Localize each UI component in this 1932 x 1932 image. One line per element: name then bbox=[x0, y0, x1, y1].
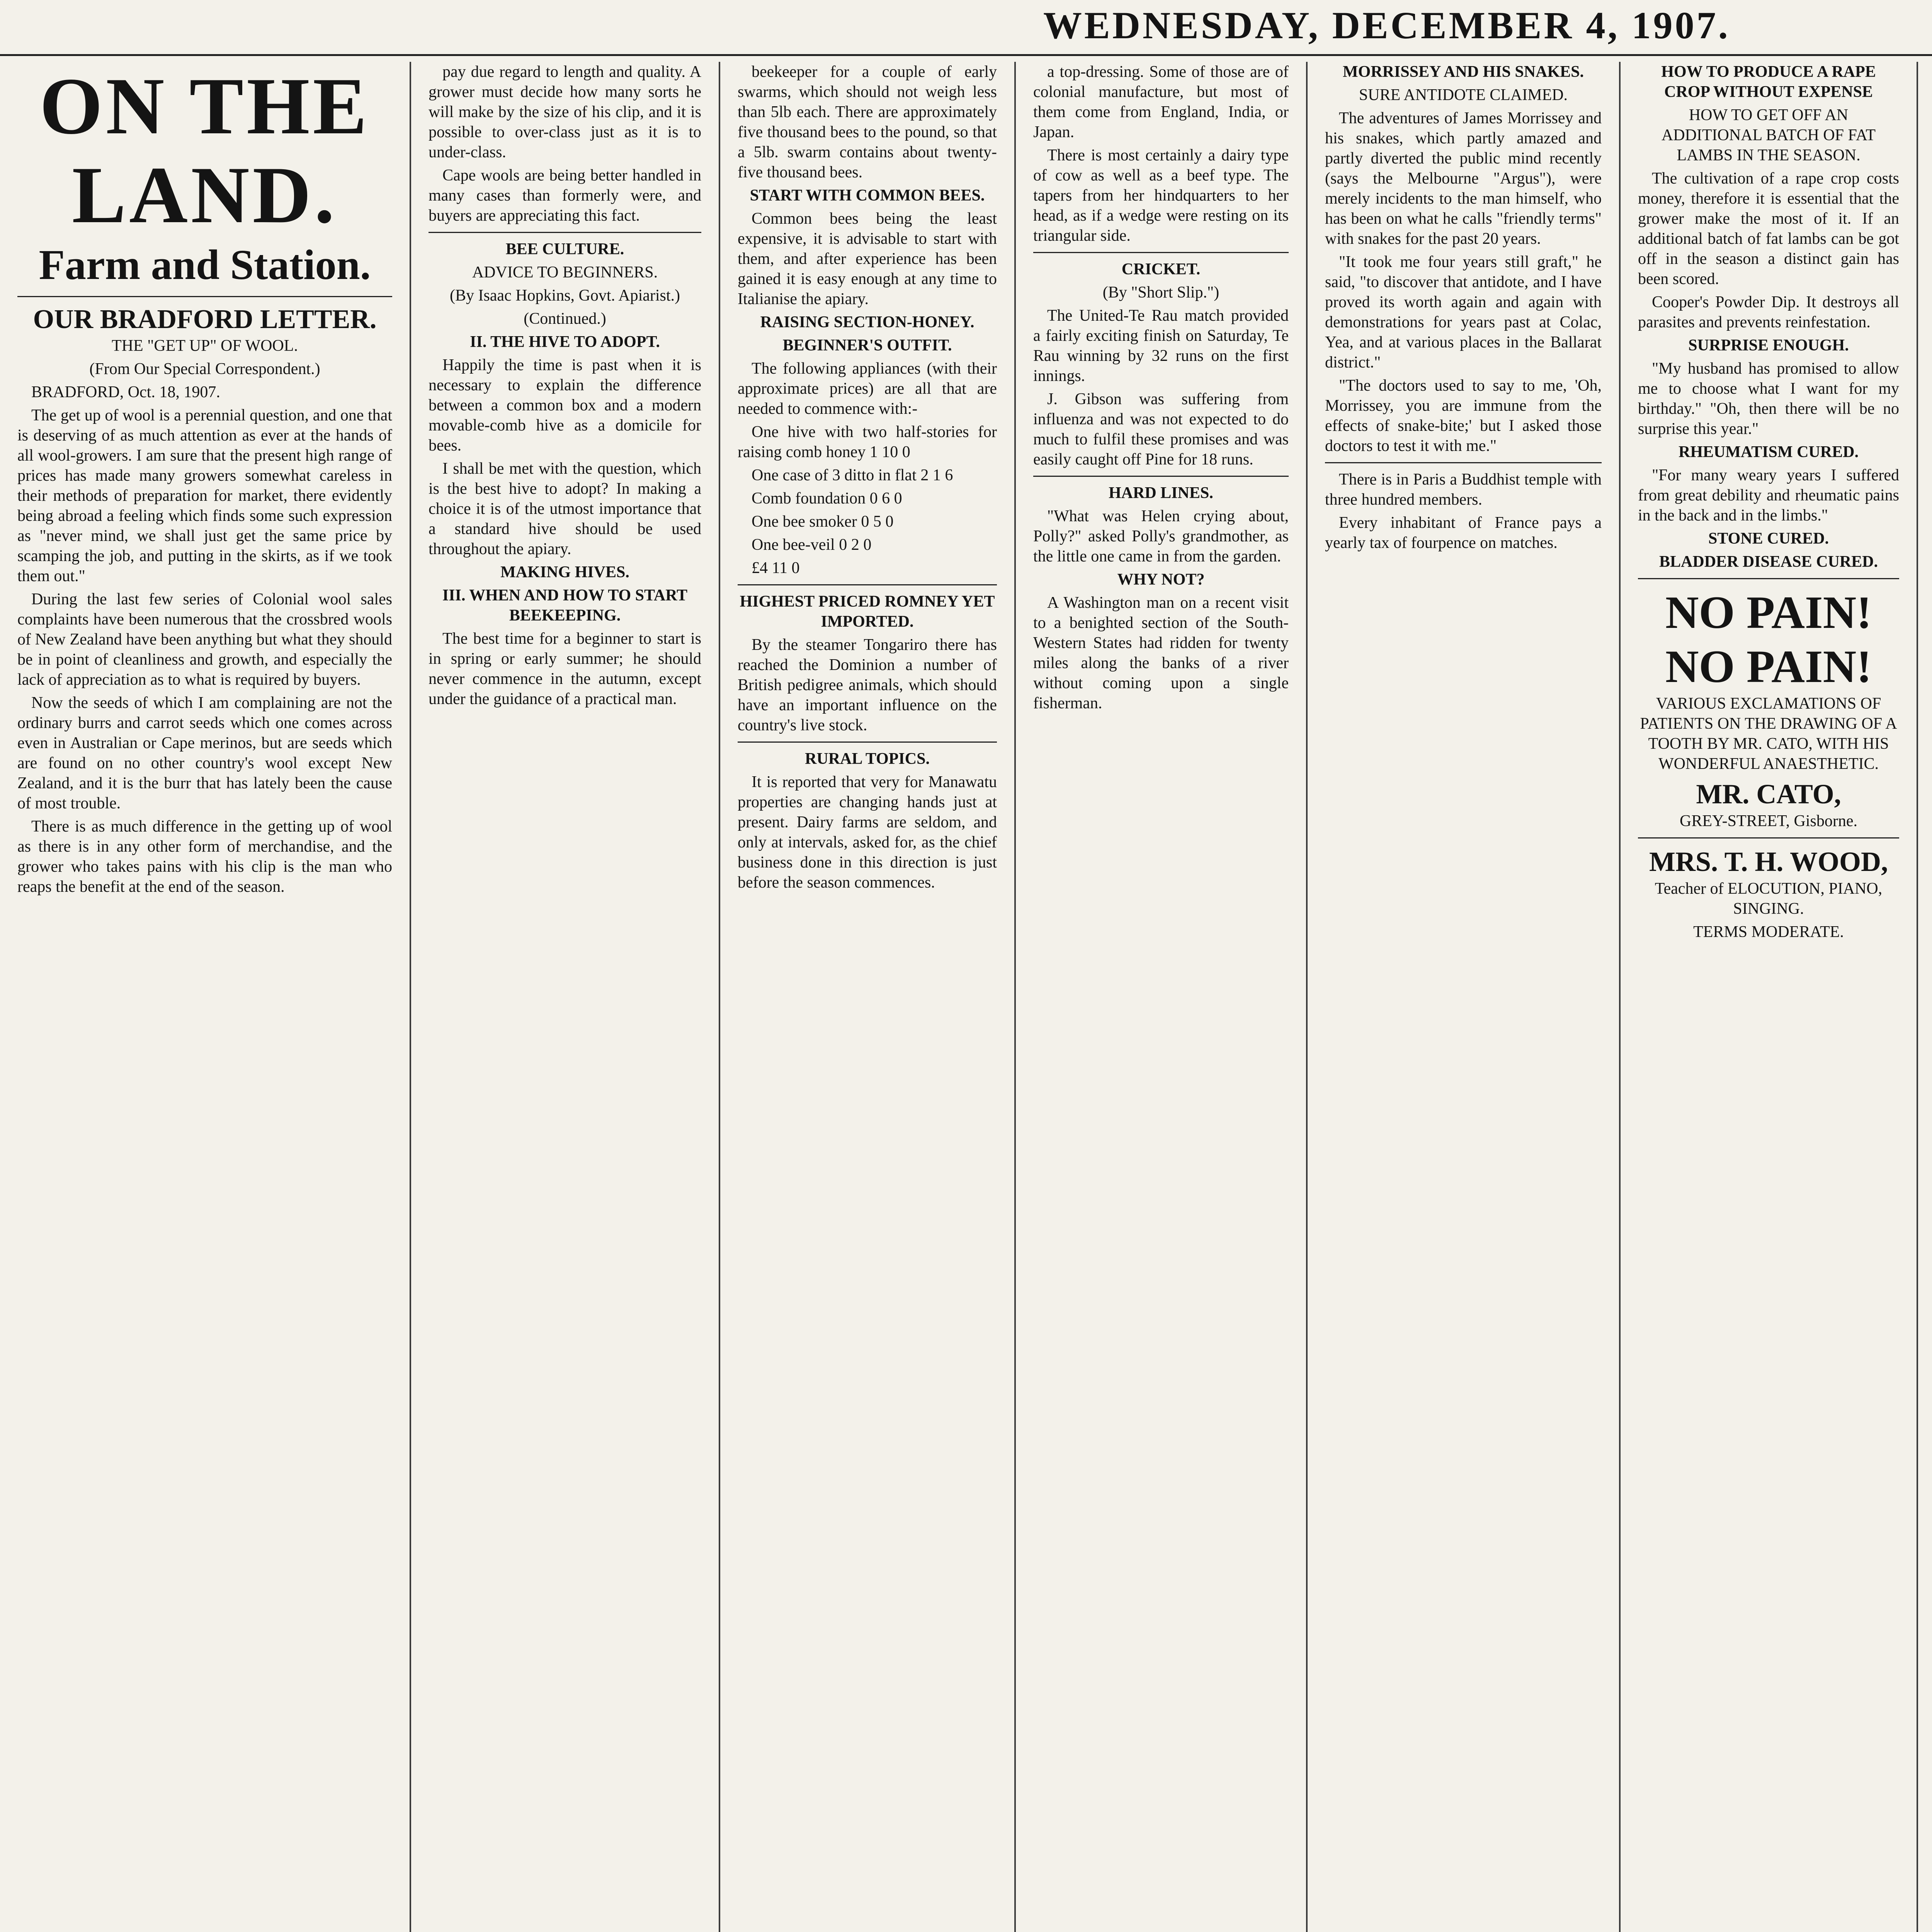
list-item: One hive with two half-stories for raising comb honey 1 10 0 bbox=[738, 423, 997, 461]
divider bbox=[1638, 837, 1899, 838]
article-heading: STONE CURED. bbox=[1708, 530, 1829, 548]
paragraph: There is in Paris a Buddhist temple with three hundred members. bbox=[1325, 471, 1602, 509]
paragraph: Every inhabitant of France pays a yearly tax of fourpence on matches. bbox=[1325, 514, 1602, 552]
section-heading: BEGINNER'S OUTFIT. bbox=[782, 337, 952, 354]
paragraph: J. Gibson was suffering from influenza and was not expected to do much to fulfil these promises and was easily caught off Pine for 18 runs. bbox=[1033, 390, 1289, 468]
section-heading: III. WHEN AND HOW TO START BEEKEEPING. bbox=[442, 587, 688, 624]
paragraph: beekeeper for a couple of early swarms, which should not weigh less than 5lb each. There are approximately five thousand bees to the pound, so that a 5lb. swarm contains about twenty-five thousand bees. bbox=[738, 63, 997, 181]
paragraph: During the last few series of Colonial wool sales complaints have been numerous that the crossbred wools of New Zealand have been anything but what they should be in point of cleanliness and growth, and especially the lack of appreciation as to what is required by buyers. bbox=[17, 590, 392, 689]
article-subheading: SURE ANTIDOTE CLAIMED. bbox=[1359, 86, 1568, 104]
ad-headline: NO PAIN! NO PAIN! bbox=[1665, 587, 1872, 692]
article-heading: BEE CULTURE. bbox=[505, 240, 624, 258]
article-heading: HOW TO PRODUCE A RAPE CROP WITHOUT EXPENSE bbox=[1661, 63, 1876, 101]
article-heading: HARD LINES. bbox=[1109, 484, 1213, 502]
section-heading: RAISING SECTION-HONEY. bbox=[760, 313, 975, 331]
paragraph: There is as much difference in the getting up of wool as there is in any other form of merchandise, and the grower who takes pains with his clip is the man who reaps the benefit at the end of the season. bbox=[17, 818, 392, 896]
paragraph: "My husband has promised to allow me to choose what I want for my birthday." "Oh, then there will be no surprise this year." bbox=[1638, 360, 1899, 438]
divider bbox=[1638, 578, 1899, 579]
list-item: One bee smoker 0 5 0 bbox=[752, 513, 894, 531]
dateline: BRADFORD, Oct. 18, 1907. bbox=[31, 383, 220, 401]
ad-text: VARIOUS EXCLAMATIONS OF PATIENTS ON THE DRAWING OF A TOOTH BY MR. CATO, WITH HIS WONDERFUL ANAESTHETIC. bbox=[1640, 695, 1897, 773]
section-heading: START WITH COMMON BEES. bbox=[750, 187, 985, 204]
paragraph: I shall be met with the question, which is the best hive to adopt? In making a choice it is of the utmost importance that a standard hive should be used throughout the apiary. bbox=[429, 460, 701, 558]
paragraph: "The doctors used to say to me, 'Oh, Morrissey, you are immune from the effects of snake-bite;' but I asked those doctors to test it with me." bbox=[1325, 377, 1602, 455]
article-heading: WHY NOT? bbox=[1117, 571, 1205, 588]
paragraph: a top-dressing. Some of those are of colonial manufacture, but most of them come from England, India, or Japan. bbox=[1033, 63, 1289, 141]
article-subheading: ADVICE TO BEGINNERS. bbox=[472, 264, 658, 281]
ad-text: TERMS MODERATE. bbox=[1693, 923, 1844, 941]
divider bbox=[1033, 252, 1289, 253]
section-heading: MAKING HIVES. bbox=[500, 563, 629, 581]
divider bbox=[738, 742, 997, 743]
byline: (From Our Special Correspondent.) bbox=[89, 360, 320, 378]
ad-text: Teacher of ELOCUTION, PIANO, SINGING. bbox=[1655, 880, 1883, 918]
ad-name: MRS. T. H. WOOD, bbox=[1649, 846, 1888, 877]
article-heading: RURAL TOPICS. bbox=[805, 750, 930, 768]
divider bbox=[17, 296, 392, 297]
article-heading: BLADDER DISEASE CURED. bbox=[1659, 553, 1878, 571]
column-3 bbox=[720, 62, 1014, 1932]
paragraph: Cape wools are being better handled in many cases than formerly were, and buyers are appreciating this fact. bbox=[429, 167, 701, 224]
paragraph: Happily the time is past when it is necessary to explain the difference between a common box and a modern movable-comb hive as a domicile for bees. bbox=[429, 356, 701, 454]
article-heading: HIGHEST PRICED ROMNEY YET IMPORTED. bbox=[740, 593, 995, 631]
column-6 bbox=[1621, 62, 1917, 1932]
paragraph: Cooper's Powder Dip. It destroys all parasites and prevents reinfestation. bbox=[1638, 293, 1899, 331]
masthead-date: WEDNESDAY, DECEMBER 4, 1907. bbox=[1043, 4, 1730, 47]
paragraph: "For many weary years I suffered from great debility and rheumatic pains in the back and in the limbs." bbox=[1638, 466, 1899, 524]
article-heading: SURPRISE ENOUGH. bbox=[1688, 337, 1849, 354]
article-heading: MORRISSEY AND HIS SNAKES. bbox=[1343, 63, 1584, 81]
paragraph: Common bees being the least expensive, it is advisable to start with them, and after experience has been gained it is easy enough at any time to Italianise the apiary. bbox=[738, 210, 997, 308]
divider bbox=[1325, 462, 1602, 463]
ad-address: GREY-STREET, Gisborne. bbox=[1679, 812, 1857, 830]
paragraph: "It took me four years still graft," he said, "to discover that antidote, and I have proved its worth again and again with demonstrations for years past at Colac, Yea, and at various places in the Ballarat district." bbox=[1325, 253, 1602, 371]
article-heading: OUR BRADFORD LETTER. bbox=[33, 304, 377, 334]
section-title: ON THE LAND. bbox=[39, 62, 370, 240]
byline: (By "Short Slip.") bbox=[1102, 284, 1219, 301]
column-2 bbox=[411, 62, 719, 1932]
section-subtitle: Farm and Station. bbox=[39, 241, 371, 288]
article-subheading: HOW TO GET OFF AN ADDITIONAL BATCH OF FAT LAMBS IN THE SEASON. bbox=[1661, 106, 1876, 164]
paragraph: "What was Helen crying about, Polly?" asked Polly's grandmother, as the little one came in from the garden. bbox=[1033, 507, 1289, 565]
list-item: One bee-veil 0 2 0 bbox=[752, 536, 872, 554]
list-item: One case of 3 ditto in flat 2 1 6 bbox=[752, 466, 953, 484]
column-5 bbox=[1308, 62, 1619, 1932]
article-heading: RHEUMATISM CURED. bbox=[1679, 443, 1859, 461]
paragraph: By the steamer Tongariro there has reached the Dominion a number of British pedigree animals, which should have an important influence on the country's live stock. bbox=[738, 636, 997, 734]
article-subheading: THE "GET UP" OF WOOL. bbox=[112, 337, 298, 355]
paragraph: The following appliances (with their approximate prices) are all that are needed to commence with:- bbox=[738, 360, 997, 418]
paragraph: It is reported that very for Manawatu properties are changing hands just at present. Dairy farms are seldom, and only at intervals, asked for, as the chief business done in this direction is just before the season commences. bbox=[738, 773, 997, 891]
paragraph: A Washington man on a recent visit to a benighted section of the South-Western States had ridden for twenty miles along the banks of a river without coming upon a single fisherman. bbox=[1033, 594, 1289, 712]
ad-name: MR. CATO, bbox=[1696, 779, 1841, 810]
section-heading: II. THE HIVE TO ADOPT. bbox=[470, 333, 660, 351]
list-item: Comb foundation 0 6 0 bbox=[752, 490, 902, 507]
paragraph: The get up of wool is a perennial question, and one that is deserving of as much attention as ever at the hands of all wool-growers. I am sure that the present high range of prices has made many growers somewhat careless in their methods of preparation for market, there evidently being abroad a feeling which finds some such expression as "never mind, we shall just get the same price by scamping the job, and putting in the skirts, as if we took them out." bbox=[17, 406, 392, 585]
article-heading: CRICKET. bbox=[1121, 260, 1201, 278]
paragraph: There is most certainly a dairy type of cow as well as a beef type. The tapers from her hindquarters to her head, as if a wedge were resting on its triangular side. bbox=[1033, 146, 1289, 245]
masthead bbox=[0, 0, 1932, 56]
column-1 bbox=[0, 62, 410, 1932]
divider bbox=[429, 232, 701, 233]
divider bbox=[738, 584, 997, 585]
paragraph: The United-Te Rau match provided a fairly exciting finish on Saturday, Te Rau winning by 32 runs on the first innings. bbox=[1033, 307, 1289, 385]
list-item: £4 11 0 bbox=[752, 559, 800, 577]
byline: (By Isaac Hopkins, Govt. Apiarist.) bbox=[449, 287, 680, 304]
divider bbox=[1033, 476, 1289, 477]
paragraph: The adventures of James Morrissey and his snakes, which partly amazed and partly diverted the public mind recently (says the Melbourne "Argus"), were merely incidents to the man himself, who has been on what he calls "friendly terms" with snakes for the past 20 years. bbox=[1325, 109, 1602, 248]
continued-note: (Continued.) bbox=[524, 310, 606, 328]
paragraph: The cultivation of a rape crop costs money, therefore it is essential that the grower make the most of it. If an additional batch of fat lambs can be got off in the season a distinct gain has been scored. bbox=[1638, 170, 1899, 288]
column-7 bbox=[1918, 62, 1932, 1932]
paragraph: pay due regard to length and quality. A grower must decide how many sorts he will make by the size of his clip, and it is possible to over-class just as it is to under-class. bbox=[429, 63, 701, 161]
column-4 bbox=[1016, 62, 1306, 1932]
paragraph: The best time for a beginner to start is in spring or early summer; he should never commence in the autumn, except under the guidance of a practical man. bbox=[429, 630, 701, 708]
paragraph: Now the seeds of which I am complaining are not the ordinary burrs and carrot seeds which one comes across even in Australian or Cape merinos, but are seeds which are found on no other country's wool except New Zealand, and it is the burr that has lately been the cause of most trouble. bbox=[17, 694, 392, 812]
